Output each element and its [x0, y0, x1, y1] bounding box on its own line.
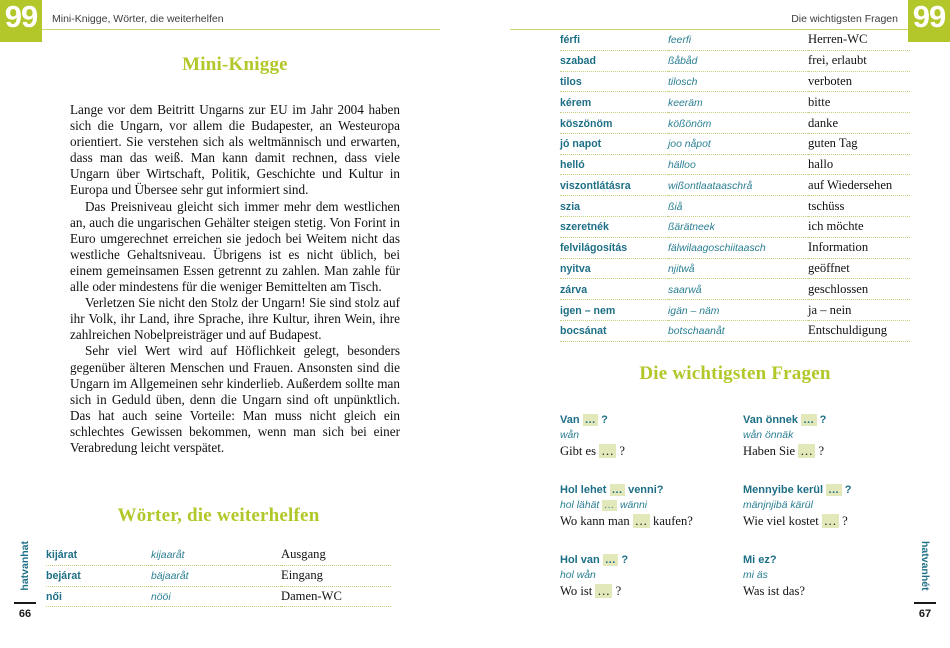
- side-tab-right: [914, 541, 936, 620]
- questions-section: [560, 363, 910, 599]
- word-pronunciation: hälloo: [668, 154, 808, 175]
- word-german: guten Tag: [808, 133, 910, 154]
- gap-placeholder: …: [611, 484, 624, 496]
- right-words-section: [560, 30, 910, 342]
- word-hungarian: igen – nem: [560, 300, 668, 321]
- word-pronunciation: botschaanåt: [668, 320, 808, 341]
- left-page-content: [70, 54, 400, 456]
- word-german: tschüss: [808, 196, 910, 217]
- running-head-left: [0, 0, 440, 42]
- paragraph-4: Sehr viel Wert wird auf Höflichkeit gelegt, besonders gegenüber älteren Menschen und Frauen. Ansonsten sind die Ungarn im Allgemeinen sehr kinderlieb. Außerdem sollte man sich in Geduld üben, denn die Ungarn sind oft unpünktlich. Das hat auch seine Vorteile: Man muss nicht gleich ein schlechtes Gewissen bekommen, wenn man sich bei einer Verabredung leicht verspätet.: [70, 343, 400, 455]
- words-table-left-body: [46, 545, 391, 607]
- running-head-left-rule: [42, 0, 440, 30]
- table-row: [560, 154, 910, 175]
- phrase-german-post: ?: [612, 584, 622, 598]
- word-hungarian: szeretnék: [560, 217, 668, 238]
- word-hungarian: bocsánat: [560, 320, 668, 341]
- word-hungarian: férfi: [560, 30, 668, 50]
- word-hungarian: köszönöm: [560, 113, 668, 134]
- gap-placeholder: …: [634, 514, 648, 528]
- word-hungarian: nyitva: [560, 258, 668, 279]
- word-german: Damen-WC: [281, 586, 391, 607]
- side-tab-left: [14, 541, 36, 620]
- word-pronunciation: feerfi: [668, 30, 808, 50]
- phrase-german-post: ?: [815, 444, 825, 458]
- word-hungarian: szabad: [560, 50, 668, 71]
- quote-mark-icon: [0, 0, 42, 42]
- word-pronunciation: igän – näm: [668, 300, 808, 321]
- phrase-hungarian-post: ?: [618, 554, 629, 566]
- side-tab-left-label: hatvanhat: [19, 541, 31, 591]
- table-row: [560, 50, 910, 71]
- words-table-right-body: [560, 30, 910, 341]
- gap-placeholder: …: [823, 514, 837, 528]
- phrase-german-pre: Wo kann man: [560, 514, 633, 528]
- phrase-german: [743, 513, 910, 529]
- phrase-hungarian-pre: Mennyibe kerül: [743, 484, 827, 496]
- word-pronunciation: keeräm: [668, 92, 808, 113]
- phrase-german-pre: Gibt es: [560, 444, 600, 458]
- table-row: [560, 258, 910, 279]
- word-hungarian: viszontlátásra: [560, 175, 668, 196]
- word-pronunciation: ßärätneek: [668, 217, 808, 238]
- phrase-block: [560, 483, 727, 529]
- phrase-german-pre: Wo ist: [560, 584, 596, 598]
- quote-mark-glyph: 99: [4, 0, 38, 34]
- word-german: Entschuldigung: [808, 320, 910, 341]
- word-hungarian: kérem: [560, 92, 668, 113]
- phrase-hungarian: [743, 413, 910, 428]
- word-german: Ausgang: [281, 545, 391, 565]
- word-german: hallo: [808, 154, 910, 175]
- phrase-pronunciation: [560, 498, 727, 513]
- phrase-german: [560, 513, 727, 529]
- gap-placeholder: …: [597, 584, 611, 598]
- running-head-right-text: Die wichtigsten Fragen: [510, 13, 908, 30]
- questions-title: Die wichtigsten Fragen: [639, 363, 831, 384]
- word-german: danke: [808, 113, 910, 134]
- word-pronunciation: ßiå: [668, 196, 808, 217]
- gap-placeholder: …: [604, 554, 617, 566]
- phrase-german-post: ?: [838, 514, 848, 528]
- phrase-block: [743, 553, 910, 599]
- word-german: geöffnet: [808, 258, 910, 279]
- table-row: [560, 133, 910, 154]
- phrase-hungarian-post: venni?: [625, 484, 664, 496]
- side-tab-right-label: hatvanhét: [919, 541, 931, 591]
- phrase-pronunciation-post: wänni: [617, 500, 648, 511]
- phrase-hungarian-post: ?: [598, 414, 608, 426]
- word-german: Herren-WC: [808, 30, 910, 50]
- phrase-german-post: ?: [616, 444, 626, 458]
- word-german: Information: [808, 237, 910, 258]
- phrase-german: [560, 583, 727, 599]
- word-pronunciation: kößönöm: [668, 113, 808, 134]
- right-page: [475, 0, 950, 648]
- paragraph-1: Lange vor dem Beitritt Ungarns zur EU im Jahr 2004 haben sich die Ungarn, vor allem die Budapester, an Westeuropa orientiert. Sie verstehen sich als weltmännisch und erwarten, dass man das weiß. Man kann damit rechnen, dass viele Ungarn über Wirtschaft, Politik, Geschichte und Kultur in Europa und Übersee sehr gut informiert sind.: [70, 102, 400, 198]
- phrase-german-pre: Wie viel kostet: [743, 514, 822, 528]
- table-row: [46, 545, 391, 565]
- phrase-block: [560, 553, 727, 599]
- table-row: [560, 237, 910, 258]
- table-row: [560, 92, 910, 113]
- word-hungarian: zárva: [560, 279, 668, 300]
- phrase-pronunciation-pre: hol lähät: [560, 500, 603, 511]
- phrase-german-pre: Was ist das?: [743, 584, 805, 598]
- word-german: ich möchte: [808, 217, 910, 238]
- words-section: [46, 505, 391, 607]
- words-title: Wörter, die weiterhelfen: [117, 505, 320, 526]
- word-pronunciation: njitwå: [668, 258, 808, 279]
- table-row: [560, 113, 910, 134]
- table-row: [560, 320, 910, 341]
- phrase-pronunciation: mi äs: [743, 570, 768, 581]
- page-number-left: 66: [18, 608, 32, 620]
- phrase-hungarian: [560, 483, 727, 498]
- phrase-hungarian-pre: Mi ez?: [743, 554, 777, 566]
- phrase-pronunciation: hol wån: [560, 570, 596, 581]
- word-hungarian: jó napot: [560, 133, 668, 154]
- side-tab-left-rule: [14, 602, 36, 604]
- phrase-german-post: kaufen?: [649, 514, 693, 528]
- word-hungarian: tilos: [560, 71, 668, 92]
- spread-gutter: [475, 0, 476, 648]
- word-pronunciation: saarwå: [668, 279, 808, 300]
- word-pronunciation: kijaaråt: [151, 545, 281, 565]
- word-german: verboten: [808, 71, 910, 92]
- phrase-hungarian-pre: Hol lehet: [560, 484, 610, 496]
- phrase-pronunciation: mänjnjibä kärül: [743, 500, 813, 511]
- gap-placeholder: …: [601, 444, 615, 458]
- word-hungarian: helló: [560, 154, 668, 175]
- gap-placeholder: …: [828, 484, 840, 496]
- phrase-hungarian-pre: Van: [560, 414, 583, 426]
- gap-placeholder: …: [803, 414, 815, 426]
- phrase-german-pre: Haben Sie: [743, 444, 799, 458]
- table-row: [560, 279, 910, 300]
- table-row: [560, 71, 910, 92]
- mini-knigge-title: Mini-Knigge: [182, 54, 288, 75]
- word-german: ja – nein: [808, 300, 910, 321]
- table-row: [560, 175, 910, 196]
- table-row: [46, 586, 391, 607]
- words-table-right: [560, 30, 910, 342]
- table-row: [560, 300, 910, 321]
- phrase-pronunciation: wån önnäk: [743, 430, 794, 441]
- paragraph-2: Das Preisniveau gleicht sich immer mehr dem westlichen an, auch die ungarischen Gehälter steigen stetig. Von Forint in Euro umgerechnet erreichen sie jedoch bei Weitem nicht das westliche Gehaltsniveau. Übrigens ist es nicht üblich, bei einem gemeinsamen Essen getrennt zu zahlen. Man zahle für alle oder mindestens für die weniger Bemittelten am Tisch.: [70, 198, 400, 295]
- word-hungarian: szia: [560, 196, 668, 217]
- quote-mark-glyph: 99: [912, 0, 946, 34]
- word-german: Eingang: [281, 565, 391, 586]
- phrase-block: [743, 483, 910, 529]
- table-row: [46, 565, 391, 586]
- phrase-pronunciation: wån: [560, 430, 580, 441]
- word-hungarian: bejárat: [46, 565, 151, 586]
- phrase-hungarian-post: ?: [841, 484, 852, 496]
- page-number-right: 67: [918, 608, 932, 620]
- mini-knigge-body: [70, 102, 400, 456]
- phrase-hungarian-pre: Van önnek: [743, 414, 802, 426]
- phrase-german: [743, 443, 910, 459]
- word-pronunciation: bäjaaråt: [151, 565, 281, 586]
- side-tab-right-rule: [914, 602, 936, 604]
- gap-placeholder: …: [584, 414, 597, 426]
- word-hungarian: felvilágosítás: [560, 237, 668, 258]
- phrase-hungarian: [560, 413, 727, 428]
- phrase-hungarian: [743, 553, 910, 568]
- word-german: geschlossen: [808, 279, 910, 300]
- paragraph-3: Verletzen Sie nicht den Stolz der Ungarn! Sie sind stolz auf ihr Volk, ihr Land, ihre Sprache, ihre Kultur, ihren Wein, ihre zahlreichen Nobelpreisträger und auf Budapest.: [70, 295, 400, 343]
- table-row: [560, 196, 910, 217]
- word-pronunciation: wißontlaataaschrå: [668, 175, 808, 196]
- phrase-german: [743, 583, 910, 599]
- phrase-hungarian: [560, 553, 727, 568]
- phrase-block: [560, 413, 727, 459]
- word-pronunciation: tilosch: [668, 71, 808, 92]
- phrase-block: [743, 413, 910, 459]
- phrase-hungarian: [743, 483, 910, 498]
- phrase-hungarian-post: ?: [816, 414, 827, 426]
- running-head-left-text: Mini-Knigge, Wörter, die weiterhelfen: [42, 13, 440, 30]
- gap-placeholder: …: [604, 500, 616, 511]
- word-hungarian: kijárat: [46, 545, 151, 565]
- questions-grid: [560, 413, 910, 599]
- word-german: bitte: [808, 92, 910, 113]
- word-pronunciation: joo nåpot: [668, 133, 808, 154]
- phrase-hungarian-pre: Hol van: [560, 554, 603, 566]
- word-pronunciation: nööi: [151, 586, 281, 607]
- word-german: auf Wiedersehen: [808, 175, 910, 196]
- quote-mark-icon: [908, 0, 950, 42]
- word-pronunciation: ßåbåd: [668, 50, 808, 71]
- word-hungarian: női: [46, 586, 151, 607]
- gap-placeholder: …: [800, 444, 814, 458]
- words-table-left: [46, 545, 391, 607]
- table-row: [560, 217, 910, 238]
- word-german: frei, erlaubt: [808, 50, 910, 71]
- running-head-right-rule: [510, 0, 908, 30]
- phrase-german: [560, 443, 727, 459]
- table-row: [560, 30, 910, 50]
- word-pronunciation: fälwilaagoschiitaasch: [668, 237, 808, 258]
